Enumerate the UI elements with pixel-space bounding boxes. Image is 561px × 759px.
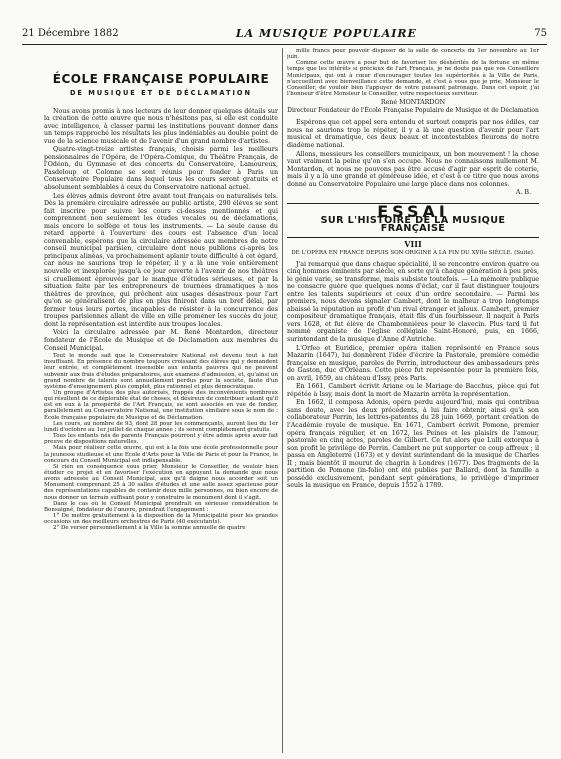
publication-title: LA MUSIQUE POPULAIRE <box>235 26 417 40</box>
chapter-subtitle: DE L'OPÉRA EN FRANCE DEPUIS SON ORIGINE À LA FIN DU XVIIe SIÈCLE. (Suite). <box>291 250 535 256</box>
page-header <box>22 22 547 45</box>
letter-paragraph: Tous les enfants nés de parents Français pourront y être admis après avoir fait preuve de dispositions naturelles. <box>44 433 278 446</box>
letter-paragraph: 2° De verser personnellement à la Ville la somme annuelle de quatre <box>53 525 246 532</box>
article-paragraph: Quatre-vingt-treize artistes français, choisis parmi les meilleurs pensionnaires de l'Opéra, de l'Opéra-Comique, du Théâtre Français, de l'Odéon, du Gymnase et des concerts du Conservatoire, Lamoureux, Pasdeloup et Colonne se sont réunis pour fonder à Paris un Conservatoire Populaire dans lequel tous les cours seront gratuits et absolument semblables à ceux du Conservatoire national actuel. <box>44 146 278 192</box>
letter-paragraph: Tout le monde sait que le Conservatoire National est devenu tout à fait insuffisant. En présence du nombre toujours croissant des élèves qui y demandent leur entrée, et complètement insensible aux enfants pauvres qui ne peuvent subvenir aux frais d'études préparatoires, aux examens d'admission, et, qu'ainsi un grand nombre de talents sont annuellement perdus pour la société, faute d'un système d'enseignement plus complet, plus rationnel et plus démocratique. <box>44 353 278 390</box>
essay-paragraph: En 1661, Cambert écrivit Ariane ou le Mariage de Bacchus, pièce qui fut répétée à Issy, mais dont la mort de Mazarin arrêta la représentation. <box>287 383 539 398</box>
chapter-number: VIII <box>404 239 422 250</box>
closing-initials: A. B. <box>515 189 531 197</box>
issue-date: 21 Décembre 1882 <box>22 27 119 39</box>
right-column <box>287 48 539 754</box>
essay-subtitle: SUR L'HISTOIRE DE LA MUSIQUE FRANÇAISE <box>320 215 506 234</box>
letter-paragraph: Si rien en conséquence vous prier, Monsieur le Conseiller, de vouloir bien étudier ce projet et en favoriser l'exécution en appuyant la demande que nous avons adressée au Conseil Municipal, aux qu'il daigne nous accorder soit un Monument comprenant 25 à 30 salles d'études et une salle assez spacieuse pour des représentations capables de contenir deux mille personnes, ou bien encore de nous donner un terrain suffisant pour y construire le monument dont il s'agit. <box>44 463 278 501</box>
article-paragraph: Les élèves admis devront être avant tout français ou naturalisés tels. Dès la première circulaire adressée au public artiste, 290 élèves se sont fait inscrire pour suivre les cours ci-dessus mentionnés et qui comprennent non seulement les études vocales ou de déclamations, mais encore le solfège et tous les instruments. — La seule cause du retard apporté à l'ouverture des cours est l'absence d'un local convenable, espérons que la circulaire adressée aux membres de notre conseil municipal parisien, circulaire dont nous publions ci-après les principaux alinéas, va prochainement aplanir toute difficulté à cet égard, car nous ne saurions trop le répéter, il y a là une voie entièrement nouvelle et inexplorée jusqu'à ce jour ouverte à l'avenir de nos théâtres si cruellement éprouvés par le manque d'études sérieuses, et par la situation faite par les entrepreneurs de tournées dramatiques à nos théâtres de province, qui prêchent aux usages désastreux pour l'art qu'on se généralisent de plus en plus finiront dans un bref délai, par fermer tous leurs portes, incapables de résister à la concurrence des troupes parisiennes allant de ville en ville promener les succès du jour, dont la représentation est interdite aux troupes locales. <box>44 192 278 328</box>
essay-title: ESSAI <box>377 201 449 221</box>
column-divider <box>282 48 283 753</box>
essay-paragraph: En 1662, il composa Adonis, opéra perdu aujourd'hui, mais qui contribua sans doute, avec les deux précédents, à lui faire obtenir, ainsi qu'à son collaborateur Perrin, les lettres-patentes du 28 juin 1669, portant création de l'Académie royale de musique. En 1671, Cambert écrivit Pomone, premier opéra français régulier, et en 1672, les Peines et les plaisirs de l'amour, pastorale en cinq actes, paroles de Gilbert. Ce fut alors que Lulli extorqua à son profit le privilège de Perrin. Cambert ne put supporter ce coup affreux ; il passa en Angleterre (1673) et y devint surintendant de la musique de Charles II ; mais bientôt il mourut de chagrin à Londres (1677). Des fragments de la partition de Pomone (in-folio) ont été publiés par Ballard, dont la famille a possédé exclusivement, pendant sept générations, le privilège d'imprimer seuls la musique en France, depuis 1552 à 1789. <box>287 399 539 490</box>
article-subheading: DE MUSIQUE ET DE DÉCLAMATION <box>69 89 253 97</box>
essay-title-block <box>287 203 539 239</box>
essay-paragraph: J'ai remarqué que dans chaque spécialité, il se rencontre environ quatre ou cinq hommes éminents par siècle, en sorte qu'à chaque génération à peu près, le génie varie, se transforme, mais subsiste toutefois. — La mémoire publique ne consacre guère que quelques noms d'éclat, car il faut distinguer toujours entre les talents supérieurs et ceux d'un ordre secondaire. — Parmi les premiers, nous devons signaler Cambert, dont le malheur a trop longtemps abaissé la réputation au profit d'un rival étranger et jaloux. Cambert, premier compositeur dramatique français, était fils d'un fourbisseur. Il naquit à Paris vers 1628, et fut élève de Chambonnières pour le clavecin. Plus tard il fut nommé organiste de l'église collégiale Saint-Honoré, puis, en 1666, surintendant de la musique d'Anne d'Autriche. <box>287 260 539 344</box>
article-paragraph: Nous avons promis à nos lecteurs de leur donner quelques détails sur la création de cette œuvre que nous n'hésitons pas, si elle est conduite avec intelligence, à classer parmi les institutions pouvant donner dans un temps rapproché les résultats les plus indéniables au double point de vue de la science musicale et de l'avenir d'un grand nombre d'artistes. <box>44 107 278 145</box>
closing-paragraph: Espérons que cet appel sera entendu et surtout compris par nos édiles, car nous ne saurions trop le répéter, il y a là une question d'avenir pour l'art musical et dramatique, ces deux beaux et incontestables fleurons de notre diadème national. <box>287 119 539 149</box>
circular-letter-end <box>287 48 539 97</box>
signature-name: René MONTARDON <box>380 99 446 107</box>
page-number: 75 <box>534 27 547 39</box>
essay-paragraph: L'Orfeo et Euridice, premier opéra italien représenté en France sous Mazarin (1647), lui donnèrent l'idée d'écrire la Pastorale, première comédie française en musique, paroles de Perrin, introducteur des ambassadeurs près de Gaston, duc d'Orléans. Cette pièce fut représentée pour la première fois, en avril, 1659, au château d'Issy, près Paris. <box>287 344 539 382</box>
signature-role: Directeur Fondateur de l'École Française Populaire de Musique et de Déclamation <box>287 106 539 114</box>
letter-paragraph: Dans le cas où le Conseil Municipal prendrait en sérieuse considération le Bonsaigné, fondateur de l'œuvre, prendrait l'engagement : <box>44 500 278 513</box>
closing-paragraph: Allons, messieurs les conseillers municipaux, un bon mouvement ! la chose vaut vraiment la peine qu'on s'en occupe. Nous ne connaissons nullement M. Montardon, et nous ne pouvons pas être accusé d'agir par esprit de coterie, mais il y a là une grande et généreuse idée, et c'est à ce titre que nous avons donné au Conservatoire Populaire une large place dans nos colonnes. <box>287 150 539 188</box>
article-heading: ÉCOLE FRANÇAISE POPULAIRE <box>52 72 270 86</box>
left-column <box>44 48 278 754</box>
letter-paragraph: mille francs pour pouvoir disposer de la salle de concerts du 1er novembre au 1er juin. <box>287 48 539 61</box>
letter-paragraph: Les cours, au nombre de 93, dont 28 pour les commençants, auront lieu du 1er lundi d'octobre au 1er juillet de chaque année ; ils seront complètement gratuits. <box>44 420 278 433</box>
letter-paragraph: 1° De mettre gratuitement à la disposition de la Municipalité pour les grandes occasions un des meilleurs orchestres de Paris (40 exécutants). <box>44 513 278 526</box>
letter-paragraph: Un groupe d'Artistes des plus autorisés, frappés des inconvénients nombreux qui résultent de ce déplorable état de choses, et désireux de contribuer autant qu'il est en eux à la prospérité de l'Art Français, se sont associés en vue de fonder, parallèlement au Conservatoire National, une institution similaire sous le nom de : École française populaire de Musique et de Déclamation. <box>44 389 278 421</box>
circular-letter <box>44 353 278 532</box>
letter-paragraph: Mais pour réaliser cette œuvre, qui est à la fois une école professionnelle pour la jeunesse studieuse et une École d'Arts pour la Ville de Paris et pour la France, le concours du Conseil Municipal est indispensable. <box>44 445 278 464</box>
article-paragraph: Voici la circulaire adressée par M. René Montardon, directeur fondateur de l'École de Musique et de Déclamation aux membres du Conseil Municipal. <box>44 329 278 352</box>
letter-paragraph: Comme cette œuvre a pour but de favoriser les déshérités de la fortune en même temps que les intérêts si précieux de l'art Français, je ne doute pas que vos Conseillers Municipaux, qui ont à cœur d'encourager toutes les supériorités à la Ville de Paris, n'accueillent avec bienveillance cette demande, et c'est à vous que je prie, Monsieur le Conseiller, de vouloir bien l'appuyer de votre puissant patronage. Dans cet espoir, j'ai l'honneur d'être Monsieur le Conseiller, votre respectueux serviteur. <box>287 60 539 98</box>
